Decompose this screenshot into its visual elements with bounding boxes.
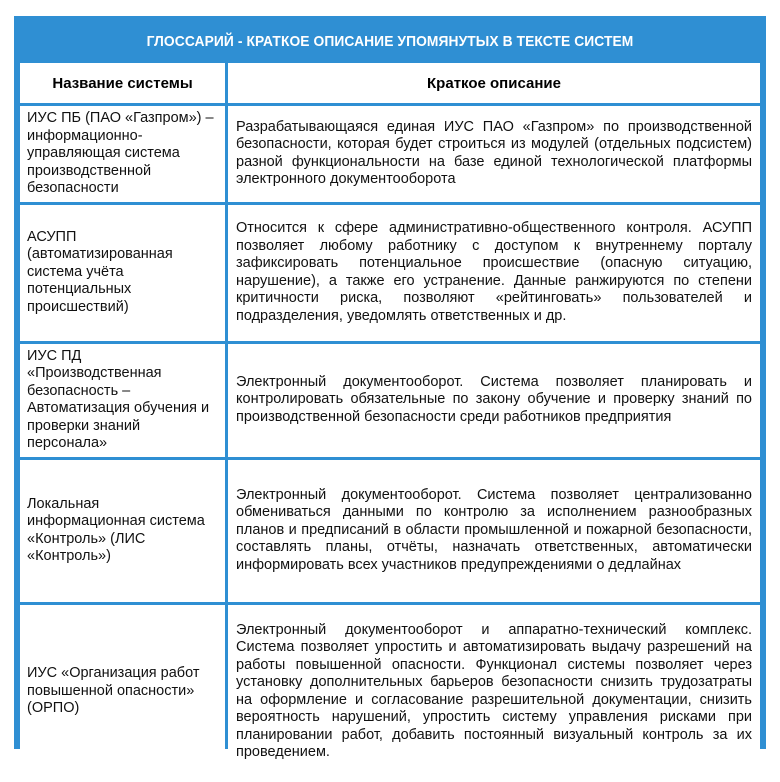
system-name-cell: Локальная информационная система «Контроль» (ЛИС «Контроль») [20,460,225,602]
table-row [20,205,760,341]
system-description-cell: Относится к сфере административно-общественного контроля. АСУПП позволяет любому работнику с доступом к внутреннему порталу зафиксировать потенциальное происшествие (опасную ситуацию, нарушение), а также его устранение. Данные ранжируются по степени критичности риска, позволяют «рейтинговать» пользователей и подразделения, уведомлять ответственных и др. [228,205,760,341]
table-header-row [20,63,760,103]
table-row [20,605,760,779]
system-description-cell: Электронный документооборот. Система позволяет планировать и контролировать обязательные по закону обучение и проверку знаний по производственной безопасности среди работников предприятия [228,344,760,457]
system-description-cell: Электронный документооборот. Система позволяет централизованно обмениваться данными по контролю за исполнением разнообразных планов и предписаний в области промышленной и пожарной безопасности, составлять планы, отчёты, назначать ответственных, автоматически информировать всех участников предупреждениями о дедлайнах [228,460,760,602]
table-row [20,106,760,202]
column-header-name: Название системы [20,63,225,103]
glossary-title: ГЛОССАРИЙ - КРАТКОЕ ОПИСАНИЕ УПОМЯНУТЫХ В ТЕКСТЕ СИСТЕМ [146,32,634,50]
glossary-panel [14,16,766,760]
column-header-description: Краткое описание [228,63,760,103]
system-description-cell: Электронный документооборот и аппаратно-технический комплекс. Система позволяет упростить и автоматизировать выдачу разрешений на работы повышенной опасности. Функционал системы позволяет через установку дополнительных барьеров безопасности снизить трудозатраты на оформление и согласование разрешительной документации, снизить вероятность нарушений, упростить систему управления рисками при планировании работ, добавить постоянный визуальный контроль за их проведением. [228,605,760,779]
system-description-cell: Разрабатывающаяся единая ИУС ПАО «Газпром» по производственной безопасности, которая будет строиться из модулей (отдельных подсистем) разной функциональности на базе единой технологической платформы электронного документооборота [228,106,760,202]
table-row [20,460,760,602]
system-name-cell: ИУС «Организация работ повышенной опасности» (ОРПО) [20,605,225,779]
table-row [20,344,760,457]
glossary-table [17,60,763,782]
system-name-cell: ИУС ПД «Производственная безопасность – Автоматизация обучения и проверки знаний персонала» [20,344,225,457]
system-name-cell: ИУС ПБ (ПАО «Газпром») – информационно-управляющая система производственной безопасности [20,106,225,202]
system-name-cell: АСУПП (автоматизированная система учёта потенциальных происшествий) [20,205,225,341]
